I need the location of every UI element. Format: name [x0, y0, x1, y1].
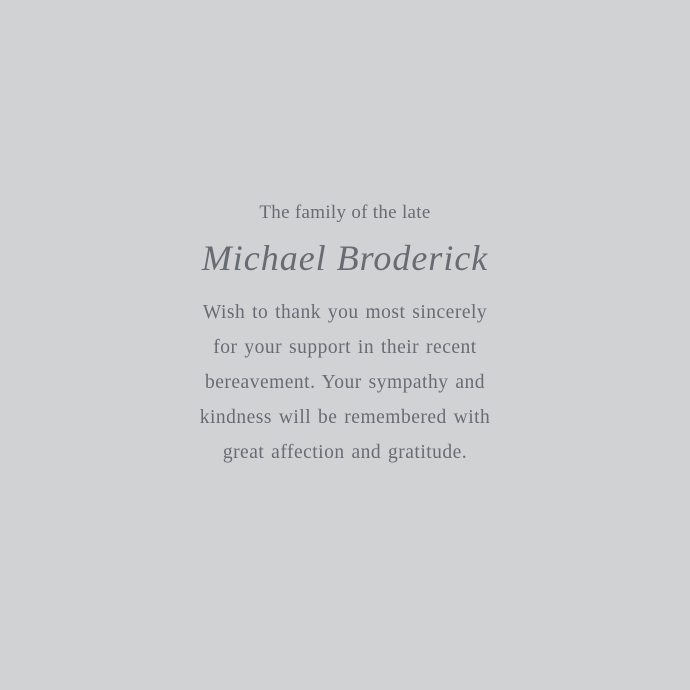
deceased-name: Michael Broderick: [201, 238, 489, 278]
intro-line: The family of the late: [259, 202, 431, 223]
card-text-block: [0, 202, 690, 470]
message-line: bereavement. Your sympathy and: [205, 372, 485, 393]
message-line: great affection and gratitude.: [222, 442, 468, 463]
message-line: Wish to thank you most sincerely: [202, 302, 488, 323]
message-line: for your support in their recent: [213, 337, 477, 358]
message-line: kindness will be remembered with: [199, 407, 491, 428]
thank-you-message: [0, 295, 690, 470]
